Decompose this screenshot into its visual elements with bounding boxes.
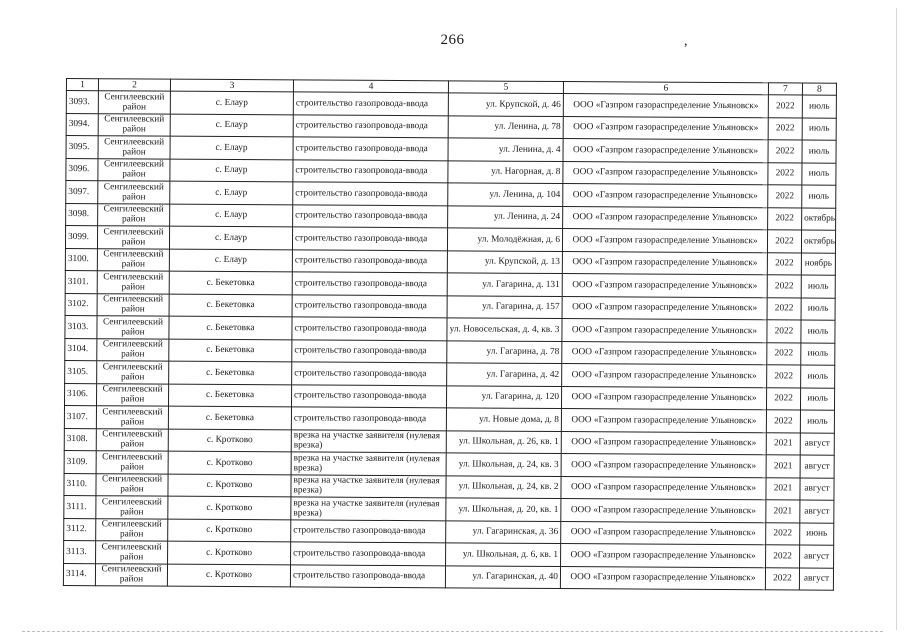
- district-cell: Сенгилеевский район: [97, 226, 169, 249]
- village-cell: с. Кротково: [168, 541, 291, 564]
- row-number-cell: 3109.: [64, 450, 96, 473]
- work-type-cell: строительство газопровода-ввода: [292, 272, 447, 295]
- district-cell: Сенгилеевский район: [97, 361, 169, 384]
- month-cell: ноябрь: [801, 252, 835, 275]
- row-number-cell: 3100.: [65, 248, 97, 271]
- header-cell: 5: [448, 81, 563, 94]
- row-number-cell: 3098.: [66, 203, 98, 226]
- organization-cell: ООО «Газпром газораспределение Ульяновск»: [561, 409, 766, 433]
- month-cell: июль: [801, 275, 835, 298]
- year-cell: 2022: [765, 567, 799, 590]
- year-cell: 2022: [767, 230, 801, 253]
- organization-cell: ООО «Газпром газораспределение Ульяновск»: [563, 139, 768, 163]
- page-number: 266: [440, 32, 465, 48]
- address-cell: ул. Ленина, д. 24: [448, 205, 563, 228]
- row-number-cell: 3105.: [65, 360, 97, 383]
- row-number-cell: 3102.: [65, 293, 97, 316]
- row-number-cell: 3106.: [64, 383, 96, 406]
- year-cell: 2022: [767, 297, 801, 320]
- work-type-cell: врезка на участке заявителя (нулевая врезка): [291, 497, 446, 520]
- month-cell: октябрь: [801, 230, 835, 253]
- organization-cell: ООО «Газпром газораспределение Ульяновск»: [562, 341, 767, 365]
- address-cell: ул. Ленина, д. 78: [448, 115, 563, 138]
- village-cell: с. Бекетовка: [169, 271, 292, 294]
- address-cell: ул. Гагаринская, д. 36: [446, 520, 561, 543]
- address-cell: ул. Школьная, д. 26, кв. 1: [446, 430, 561, 453]
- organization-cell: ООО «Газпром газораспределение Ульяновск»: [563, 206, 768, 230]
- address-cell: ул. Гагарина, д. 78: [447, 340, 562, 363]
- work-type-cell: строительство газопровода-ввода: [293, 114, 448, 137]
- row-number-cell: 3107.: [64, 405, 96, 428]
- organization-cell: ООО «Газпром газораспределение Ульяновск»: [560, 566, 765, 590]
- row-number-cell: 3094.: [66, 113, 98, 136]
- district-cell: Сенгилеевский район: [98, 158, 170, 181]
- year-cell: 2021: [766, 477, 800, 500]
- organization-cell: ООО «Газпром газораспределение Ульяновск»: [562, 364, 767, 388]
- district-cell: Сенгилеевский район: [98, 203, 170, 226]
- address-cell: ул. Ленина, д. 4: [448, 138, 563, 161]
- work-type-cell: строительство газопровода-ввода: [292, 294, 447, 317]
- organization-cell: ООО «Газпром газораспределение Ульяновск»: [563, 94, 768, 118]
- row-number-cell: 3104.: [65, 338, 97, 361]
- month-cell: июль: [801, 320, 835, 343]
- district-cell: Сенгилеевский район: [97, 293, 169, 316]
- address-cell: ул. Молодёжная, д. 6: [447, 228, 562, 251]
- district-cell: Сенгилеевский район: [95, 563, 167, 586]
- month-cell: июль: [801, 342, 835, 365]
- organization-cell: ООО «Газпром газораспределение Ульяновск»: [561, 386, 766, 410]
- month-cell: октябрь: [802, 207, 836, 230]
- district-cell: Сенгилеевский район: [96, 406, 168, 429]
- month-cell: август: [799, 567, 833, 590]
- year-cell: 2021: [766, 500, 800, 523]
- bottom-edge-line: [22, 631, 883, 632]
- district-cell: Сенгилеевский район: [97, 316, 169, 339]
- header-cell: 7: [768, 83, 802, 95]
- month-cell: июль: [802, 185, 836, 208]
- district-cell: Сенгилеевский район: [96, 428, 168, 451]
- year-cell: 2021: [766, 455, 800, 478]
- address-cell: ул. Ленина, д. 104: [448, 183, 563, 206]
- year-cell: 2021: [766, 432, 800, 455]
- village-cell: с. Бекетовка: [169, 316, 292, 339]
- month-cell: август: [800, 455, 834, 478]
- month-cell: июль: [801, 365, 835, 388]
- scan-edge-line: [896, 8, 897, 630]
- address-cell: ул. Нагорная, д. 8: [448, 160, 563, 183]
- village-cell: с. Елаур: [170, 91, 293, 114]
- month-cell: июль: [800, 387, 834, 410]
- row-number-cell: 3108.: [64, 428, 96, 451]
- village-cell: с. Кротково: [168, 496, 291, 519]
- year-cell: 2022: [768, 117, 802, 140]
- row-number-cell: 3110.: [64, 473, 96, 496]
- address-cell: ул. Гагаринская, д. 40: [445, 565, 560, 588]
- month-cell: июль: [800, 410, 834, 433]
- organization-cell: ООО «Газпром газораспределение Ульяновск»: [563, 161, 768, 185]
- work-type-cell: строительство газопровода-ввода: [290, 564, 445, 587]
- year-cell: 2022: [766, 522, 800, 545]
- month-cell: август: [800, 500, 834, 523]
- year-cell: 2022: [768, 185, 802, 208]
- year-cell: 2022: [767, 275, 801, 298]
- work-type-cell: строительство газопровода-ввода: [291, 384, 446, 407]
- work-type-cell: строительство газопровода-ввода: [292, 227, 447, 250]
- month-cell: август: [800, 545, 834, 568]
- village-cell: с. Бекетовка: [168, 406, 291, 429]
- month-cell: июль: [802, 140, 836, 163]
- village-cell: с. Елаур: [170, 136, 293, 159]
- work-type-cell: строительство газопровода-ввода: [291, 542, 446, 565]
- header-cell: 2: [98, 79, 170, 91]
- address-cell: ул. Гагарина, д. 42: [447, 363, 562, 386]
- month-cell: июнь: [800, 522, 834, 545]
- work-type-cell: строительство газопровода-ввода: [293, 182, 448, 205]
- organization-cell: ООО «Газпром газораспределение Ульяновск»: [561, 454, 766, 478]
- address-cell: ул. Гагарина, д. 157: [447, 295, 562, 318]
- organization-cell: ООО «Газпром газораспределение Ульяновск»: [562, 296, 767, 320]
- address-cell: ул. Крупской, д. 13: [447, 250, 562, 273]
- village-cell: с. Кротково: [168, 474, 291, 497]
- address-cell: ул. Новые дома, д. 8: [446, 408, 561, 431]
- header-cell: 1: [66, 79, 98, 91]
- year-cell: 2022: [766, 387, 800, 410]
- header-cell: 8: [802, 83, 836, 95]
- row-number-cell: 3114.: [63, 563, 95, 586]
- month-cell: июль: [802, 117, 836, 140]
- address-cell: ул. Гагарина, д. 131: [447, 273, 562, 296]
- row-number-cell: 3093.: [66, 91, 98, 114]
- organization-cell: ООО «Газпром газораспределение Ульяновск»: [562, 274, 767, 298]
- village-cell: с. Кротково: [167, 564, 290, 587]
- row-number-cell: 3103.: [65, 315, 97, 338]
- address-cell: ул. Школьная, д. 24, кв. 3: [446, 453, 561, 476]
- month-cell: август: [800, 432, 834, 455]
- year-cell: 2022: [767, 320, 801, 343]
- district-cell: Сенгилеевский район: [96, 518, 168, 541]
- work-type-cell: строительство газопровода-ввода: [291, 407, 446, 430]
- year-cell: 2022: [768, 207, 802, 230]
- year-cell: 2022: [768, 95, 802, 118]
- work-type-cell: строительство газопровода-ввода: [293, 159, 448, 182]
- district-cell: Сенгилеевский район: [98, 136, 170, 159]
- year-cell: 2022: [768, 162, 802, 185]
- month-cell: июль: [802, 162, 836, 185]
- village-cell: с. Кротково: [168, 451, 291, 474]
- work-type-cell: строительство газопровода-ввода: [293, 204, 448, 227]
- organization-cell: ООО «Газпром газораспределение Ульяновск»: [563, 116, 768, 140]
- village-cell: с. Елаур: [170, 181, 293, 204]
- work-type-cell: строительство газопровода-ввода: [293, 137, 448, 160]
- row-number-cell: 3095.: [66, 136, 98, 159]
- row-number-cell: 3112.: [64, 518, 96, 541]
- work-type-cell: строительство газопровода-ввода: [293, 92, 448, 115]
- month-cell: июль: [802, 95, 836, 118]
- work-type-cell: строительство газопровода-ввода: [292, 317, 447, 340]
- district-cell: Сенгилеевский район: [97, 248, 169, 271]
- village-cell: с. Бекетовка: [169, 339, 292, 362]
- work-type-cell: строительство газопровода-ввода: [292, 339, 447, 362]
- row-number-cell: 3097.: [66, 181, 98, 204]
- village-cell: с. Елаур: [170, 159, 293, 182]
- village-cell: с. Бекетовка: [168, 384, 291, 407]
- work-type-cell: врезка на участке заявителя (нулевая врезка): [291, 474, 446, 497]
- row-number-cell: 3111.: [64, 495, 96, 518]
- organization-cell: ООО «Газпром газораспределение Ульяновск»: [561, 476, 766, 500]
- header-cell: 6: [563, 82, 768, 95]
- year-cell: 2022: [768, 140, 802, 163]
- organization-cell: ООО «Газпром газораспределение Ульяновск»: [561, 431, 766, 455]
- row-number-cell: 3099.: [65, 226, 97, 249]
- district-cell: Сенгилеевский район: [97, 338, 169, 361]
- village-cell: с. Бекетовка: [169, 294, 292, 317]
- district-cell: Сенгилеевский район: [97, 271, 169, 294]
- village-cell: с. Бекетовка: [169, 361, 292, 384]
- address-cell: ул. Школьная, д. 20, кв. 1: [446, 498, 561, 521]
- address-cell: ул. Школьная, д. 24, кв. 2: [446, 475, 561, 498]
- table-row: [63, 563, 833, 590]
- district-cell: Сенгилеевский район: [96, 383, 168, 406]
- organization-cell: ООО «Газпром газораспределение Ульяновск»: [562, 319, 767, 343]
- district-cell: Сенгилеевский район: [96, 496, 168, 519]
- work-type-cell: строительство газопровода-ввода: [291, 519, 446, 542]
- work-type-cell: врезка на участке заявителя (нулевая врезка): [291, 429, 446, 452]
- organization-cell: ООО «Газпром газораспределение Ульяновск»: [562, 251, 767, 275]
- village-cell: с. Елаур: [170, 204, 293, 227]
- district-cell: Сенгилеевский район: [96, 451, 168, 474]
- district-cell: Сенгилеевский район: [96, 473, 168, 496]
- work-type-cell: строительство газопровода-ввода: [292, 249, 447, 272]
- month-cell: июль: [801, 297, 835, 320]
- district-cell: Сенгилеевский район: [96, 541, 168, 564]
- address-cell: ул. Школьная, д. 6, кв. 1: [446, 543, 561, 566]
- year-cell: 2022: [766, 410, 800, 433]
- month-cell: август: [800, 477, 834, 500]
- year-cell: 2022: [767, 342, 801, 365]
- district-cell: Сенгилеевский район: [98, 91, 170, 114]
- organization-cell: ООО «Газпром газораспределение Ульяновск»: [563, 184, 768, 208]
- row-number-cell: 3113.: [64, 540, 96, 563]
- organization-cell: ООО «Газпром газораспределение Ульяновск»: [562, 229, 767, 253]
- work-type-cell: строительство газопровода-ввода: [292, 362, 447, 385]
- header-cell: 3: [170, 79, 293, 92]
- work-type-cell: врезка на участке заявителя (нулевая врезка): [291, 452, 446, 475]
- header-cell: 4: [293, 80, 448, 93]
- district-cell: Сенгилеевский район: [98, 113, 170, 136]
- district-cell: Сенгилеевский район: [98, 181, 170, 204]
- address-cell: ул. Крупской, д. 46: [448, 93, 563, 116]
- page-mark: ,: [684, 34, 688, 49]
- row-number-cell: 3096.: [66, 158, 98, 181]
- organization-cell: ООО «Газпром газораспределение Ульяновск»: [561, 499, 766, 523]
- registry-table: [63, 78, 837, 591]
- village-cell: с. Елаур: [169, 249, 292, 272]
- organization-cell: ООО «Газпром газораспределение Ульяновск»: [561, 544, 766, 568]
- year-cell: 2022: [767, 365, 801, 388]
- address-cell: ул. Новосельская, д. 4, кв. 3: [447, 318, 562, 341]
- village-cell: с. Кротково: [168, 519, 291, 542]
- address-cell: ул. Гагарина, д. 120: [446, 385, 561, 408]
- village-cell: с. Кротково: [168, 429, 291, 452]
- year-cell: 2022: [767, 252, 801, 275]
- organization-cell: ООО «Газпром газораспределение Ульяновск»: [561, 521, 766, 545]
- village-cell: с. Елаур: [170, 114, 293, 137]
- village-cell: с. Елаур: [169, 226, 292, 249]
- row-number-cell: 3101.: [65, 270, 97, 293]
- year-cell: 2022: [766, 545, 800, 568]
